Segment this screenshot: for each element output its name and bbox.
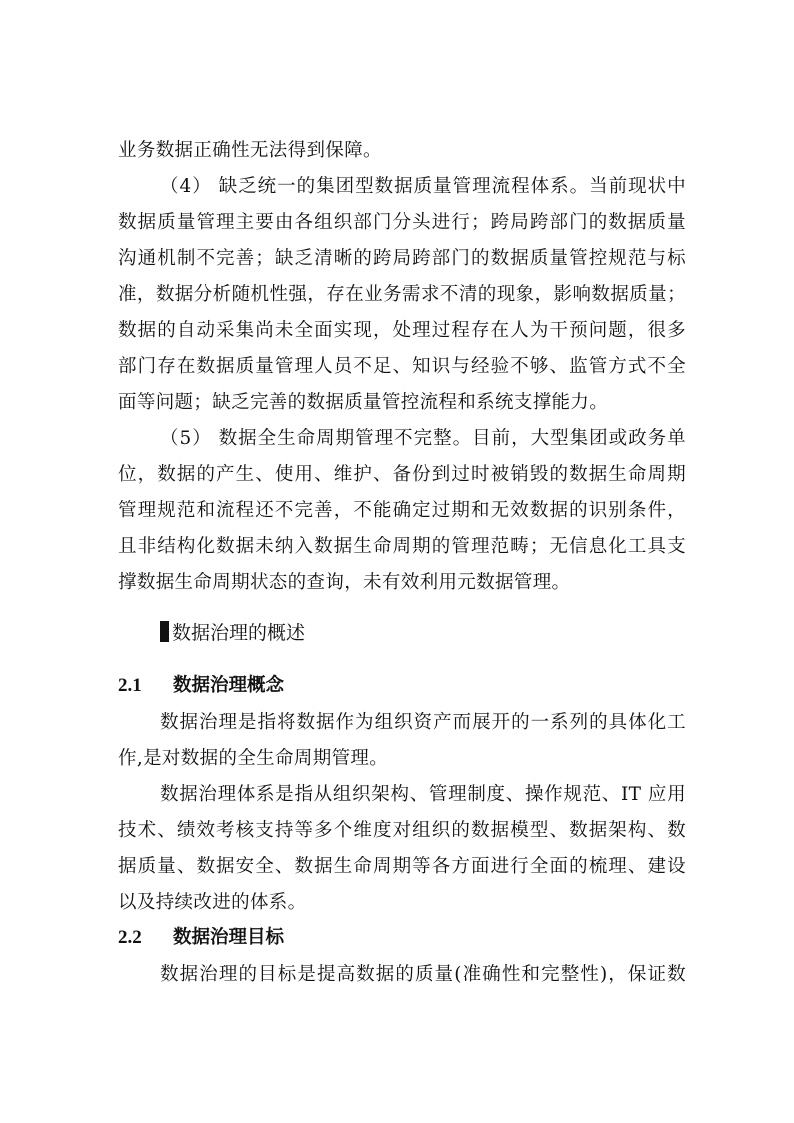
paragraph-line: 撑数据生命周期状态的查询，未有效利用元数据管理。: [118, 572, 571, 593]
paragraph-line: 作,是对数据的全生命周期管理。: [118, 748, 389, 769]
paragraph-line: 数据治理体系是指从组织架构、管理制度、操作规范、IT 应用: [160, 784, 686, 805]
subsection-title: 数据治理目标: [173, 927, 285, 948]
paragraph-line: （5） 数据全生命周期管理不完整。目前，大型集团或政务单: [160, 428, 686, 449]
paragraph-line: 数据质量管理主要由各组织部门分头进行；跨局跨部门的数据质量: [118, 212, 686, 233]
paragraph-line: 位，数据的产生、使用、维护、备份到过时被销毁的数据生命周期: [118, 464, 686, 485]
section-heading: [160, 620, 305, 646]
subsection-number: 2.2: [118, 927, 142, 948]
paragraph-line: 业务数据正确性无法得到保障。: [118, 140, 382, 161]
paragraph-line: 数据治理是指将数据作为组织资产而展开的一系列的具体化工: [160, 712, 686, 733]
paragraph-line: 技术、绩效考核支持等多个维度对组织的数据模型、数据架构、数: [118, 820, 686, 841]
paragraph-line: 准，数据分析随机性强，存在业务需求不清的现象，影响数据质量；: [118, 284, 686, 305]
heading-marker: [160, 621, 169, 642]
paragraph-line: 部门存在数据质量管理人员不足、知识与经验不够、监管方式不全: [118, 356, 686, 377]
subsection-heading-2-1: [118, 673, 284, 699]
paragraph-line: 沟通机制不完善；缺乏清晰的跨局跨部门的数据质量管控规范与标: [118, 248, 686, 269]
subsection-heading-2-2: [118, 925, 284, 951]
paragraph-line: 且非结构化数据未纳入数据生命周期的管理范畴；无信息化工具支: [118, 536, 686, 557]
paragraph-line: 以及持续改进的体系。: [118, 892, 307, 913]
paragraph-line: 管理规范和流程还不完善，不能确定过期和无效数据的识别条件，: [118, 500, 686, 521]
subsection-title: 数据治理概念: [173, 675, 285, 696]
section-title: 数据治理的概述: [172, 622, 306, 644]
paragraph-line: 据质量、数据安全、数据生命周期等各方面进行全面的梳理、建设: [118, 856, 686, 877]
paragraph-line: 数据的自动采集尚未全面实现，处理过程存在人为干预问题，很多: [118, 320, 686, 341]
paragraph-line: （4） 缺乏统一的集团型数据质量管理流程体系。当前现状中: [160, 176, 686, 197]
subsection-number: 2.1: [118, 675, 142, 696]
paragraph-line: 面等问题；缺乏完善的数据质量管控流程和系统支撑能力。: [118, 392, 609, 413]
paragraph-line: 数据治理的目标是提高数据的质量(准确性和完整性)，保证数: [160, 964, 686, 985]
